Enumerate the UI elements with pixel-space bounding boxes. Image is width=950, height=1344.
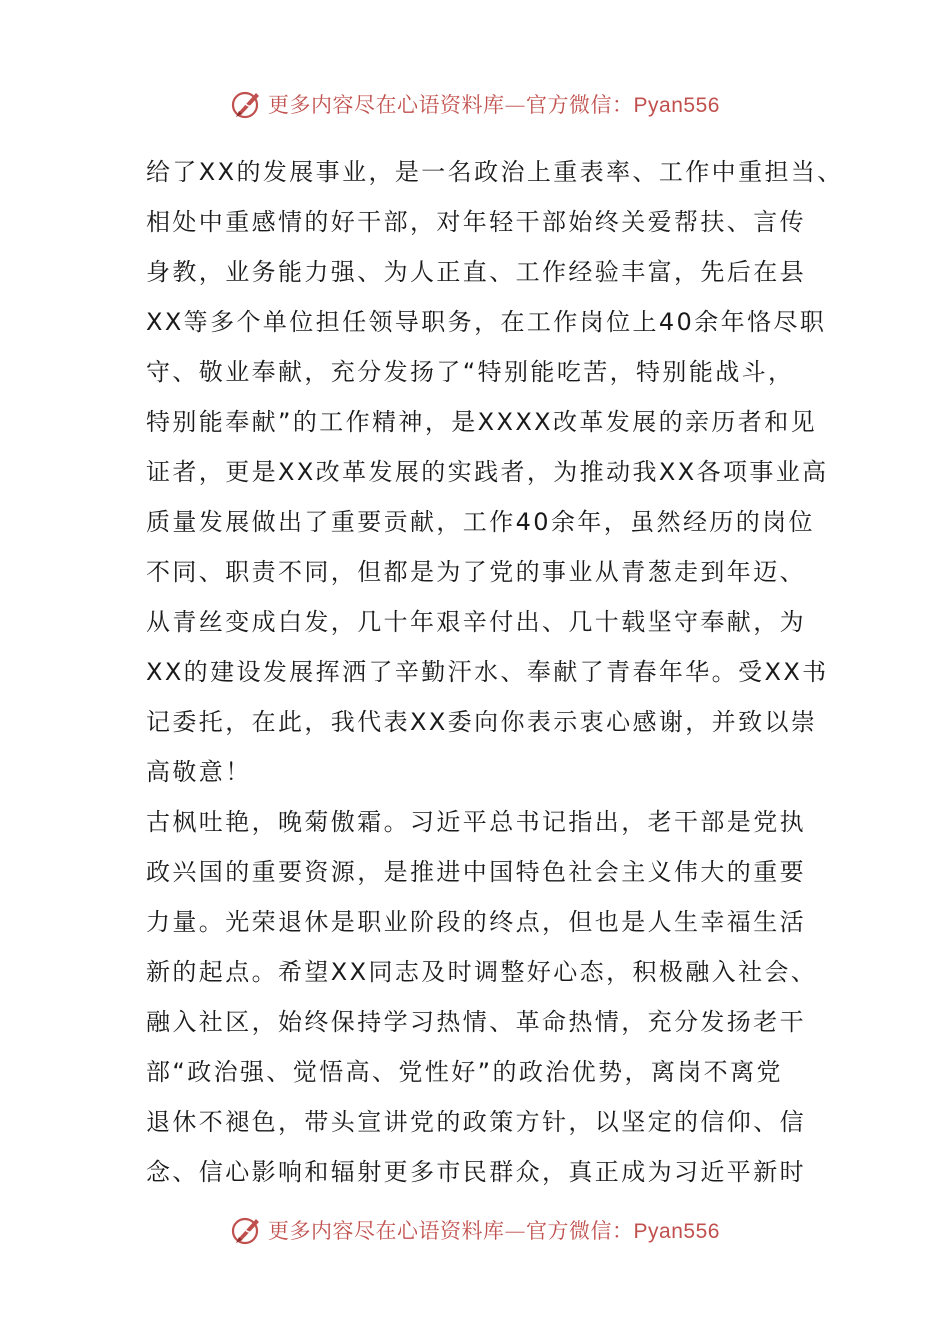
footer-watermark-text	[268, 1215, 720, 1245]
body-line: 新的起点。希望XX同志及时调整好心态，积极融入社会、	[146, 958, 818, 986]
body-line: 质量发展做出了重要贡献，工作40余年，虽然经历的岗位	[146, 508, 815, 536]
document-body	[146, 147, 844, 1197]
header-separator: —	[504, 93, 527, 117]
body-line: 政兴国的重要资源，是推进中国特色社会主义伟大的重要	[146, 858, 806, 886]
pen-logo-icon	[230, 87, 264, 121]
footer-contact-id: Pyan556	[633, 1220, 720, 1243]
body-line: 给了XX的发展事业，是一名政治上重表率、工作中重担当、	[146, 158, 844, 186]
pen-logo-icon	[230, 1213, 264, 1247]
footer-contact-label: 官方微信：	[526, 1219, 634, 1243]
body-line: 证者，更是XX改革发展的实践者，为推动我XX各项事业高	[146, 458, 829, 486]
body-line: 守、敬业奉献，充分发扬了“特别能吃苦，特别能战斗，	[146, 358, 795, 386]
body-line: 特别能奉献”的工作精神，是XXXX改革发展的亲历者和见	[146, 408, 817, 436]
body-line: 古枫吐艳，晚菊傲霜。习近平总书记指出，老干部是党执	[146, 808, 806, 836]
body-line: 相处中重感情的好干部，对年轻干部始终关爱帮扶、言传	[146, 208, 806, 236]
footer-separator: —	[504, 1219, 527, 1243]
header-watermark-text	[268, 89, 720, 119]
body-line: 高敬意！	[146, 758, 252, 786]
body-line: 从青丝变成白发，几十年艰辛付出、几十载坚守奉献，为	[146, 608, 806, 636]
footer-watermark	[0, 1210, 950, 1250]
body-line: XX的建设发展挥洒了辛勤汗水、奉献了青春年华。受XX书	[146, 658, 829, 686]
header-contact-id: Pyan556	[633, 94, 720, 117]
body-line: 退休不褪色，带头宣讲党的政策方针，以坚定的信仰、信	[146, 1108, 806, 1136]
body-line: 力量。光荣退休是职业阶段的终点，但也是人生幸福生活	[146, 908, 806, 936]
body-line: 记委托，在此，我代表XX委向你表示衷心感谢，并致以崇	[146, 708, 818, 736]
footer-brand: 更多内容尽在心语资料库	[268, 1219, 505, 1243]
header-watermark	[0, 84, 950, 124]
header-brand: 更多内容尽在心语资料库	[268, 93, 505, 117]
body-line: 身教，业务能力强、为人正直、工作经验丰富，先后在县	[146, 258, 806, 286]
body-line: XX等多个单位担任领导职务，在工作岗位上40余年恪尽职	[146, 308, 827, 336]
body-line: 不同、职责不同，但都是为了党的事业从青葱走到年迈、	[146, 558, 806, 586]
body-line: 融入社区，始终保持学习热情、革命热情，充分发扬老干	[146, 1008, 806, 1036]
header-contact-label: 官方微信：	[526, 93, 634, 117]
body-line: 部“政治强、觉悟高、党性好”的政治优势，离岗不离党	[146, 1058, 783, 1086]
body-line: 念、信心影响和辐射更多市民群众，真正成为习近平新时	[146, 1158, 806, 1186]
